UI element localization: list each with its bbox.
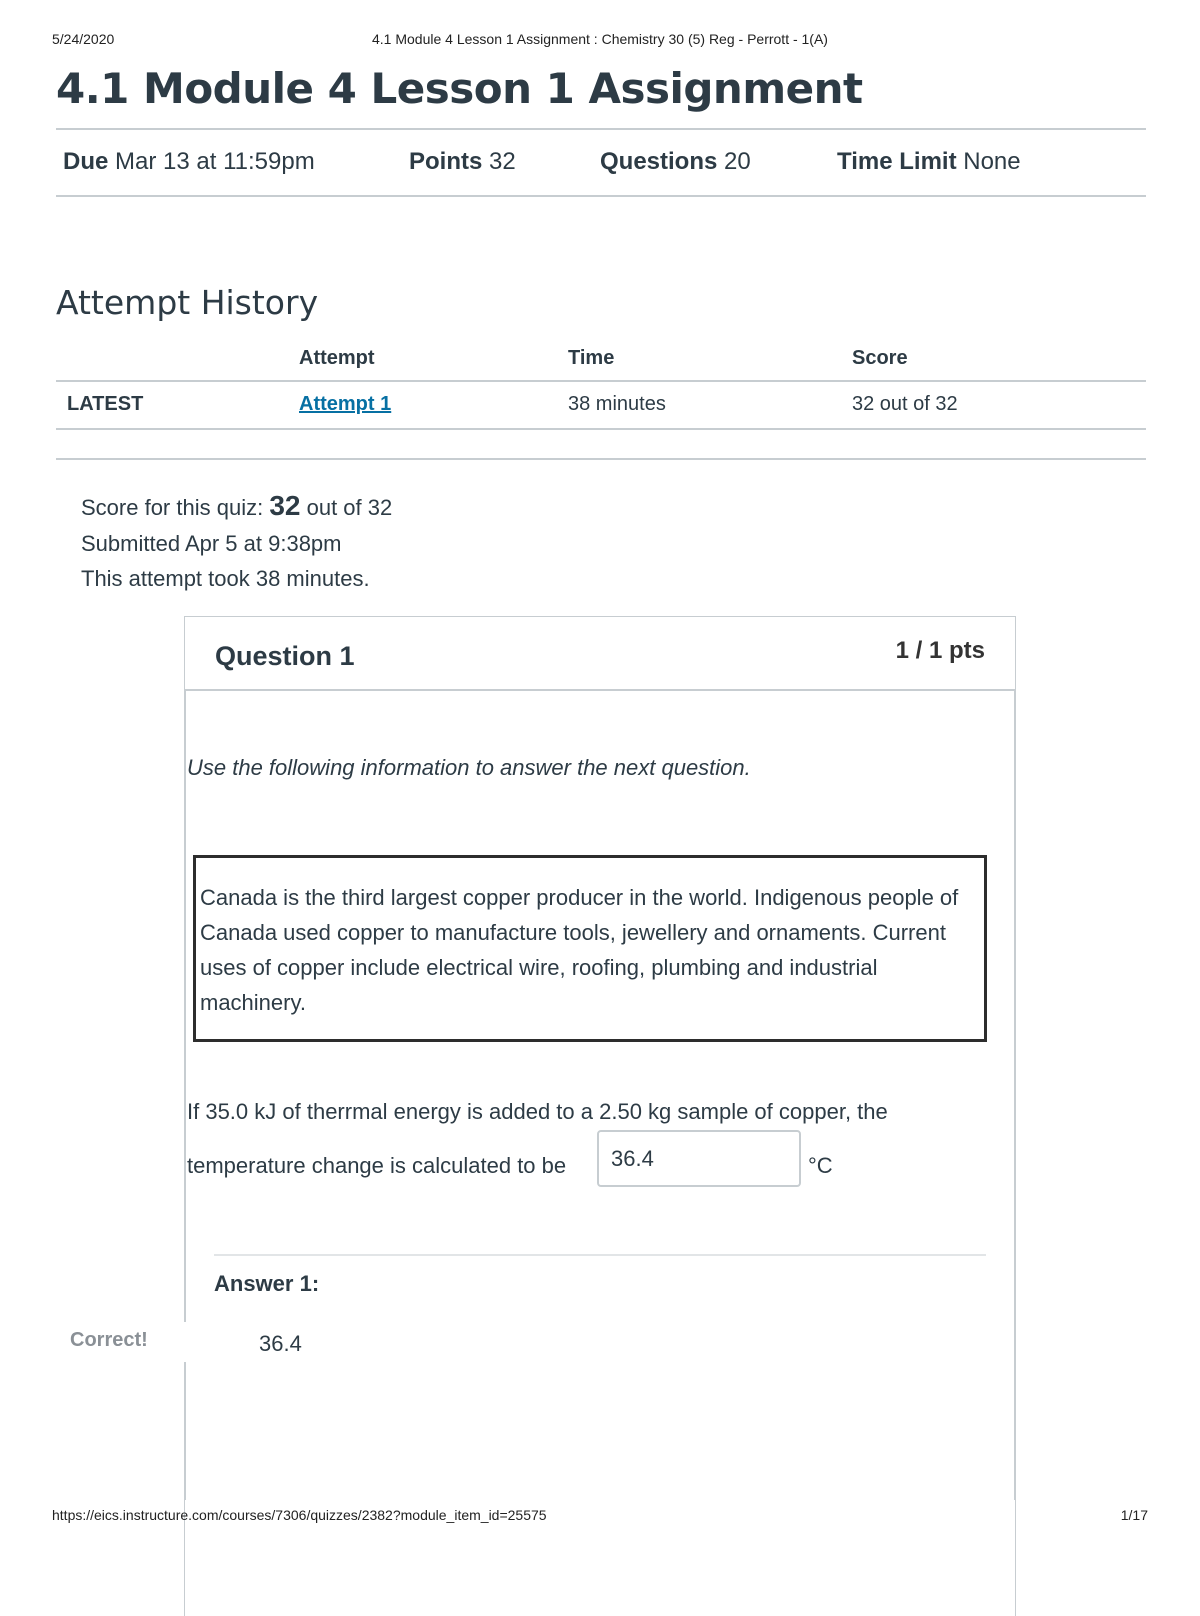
question-header (185, 617, 1015, 691)
correct-indicator: Correct! (70, 1329, 148, 1351)
submitted-time: Submitted Apr 5 at 9:38pm (81, 531, 342, 556)
table-row-divider (56, 428, 1146, 430)
points (409, 148, 516, 176)
attempt-row-label: LATEST (67, 393, 144, 415)
print-page-number: 1/17 (1120, 1507, 1148, 1523)
page-title: 4.1 Module 4 Lesson 1 Assignment (56, 64, 863, 113)
attempt-1-link[interactable]: Attempt 1 (299, 393, 392, 415)
points-value: 32 (489, 148, 516, 175)
questions-value: 20 (724, 148, 751, 175)
question-points: 1 / 1 pts (895, 637, 985, 664)
score-prefix: Score for this quiz: (81, 495, 264, 520)
column-header-score: Score (852, 347, 908, 369)
info-box: Canada is the third largest copper producer in the world. Indigenous people of Canada used copper to manufacture tools, jewellery and ornaments. Current uses of copper include electrical wire, roofing, plumbing and industrial machinery. (193, 855, 987, 1042)
table-header-divider (56, 380, 1146, 382)
time-limit-label: Time Limit (837, 148, 957, 175)
answer-divider (214, 1254, 986, 1256)
question-text-line-2: temperature change is calculated to be (187, 1153, 567, 1178)
meta-divider (56, 195, 1146, 197)
correct-indicator-gap (150, 1322, 190, 1362)
answer-unit: °C (808, 1153, 833, 1178)
time-limit-value: None (963, 148, 1021, 175)
quiz-score (81, 490, 392, 522)
question-card-right-border (1014, 690, 1016, 1500)
attempt-time: 38 minutes (568, 393, 666, 415)
time-limit (837, 148, 1021, 176)
correct-answer-value: 36.4 (259, 1331, 302, 1356)
question-card-left-border (184, 690, 186, 1500)
column-header-attempt: Attempt (299, 347, 375, 369)
answer-input[interactable]: 36.4 (597, 1130, 801, 1187)
due-value: Mar 13 at 11:59pm (115, 148, 315, 175)
questions-count (600, 148, 751, 176)
score-suffix: out of 32 (306, 495, 393, 520)
due-label: Due (63, 148, 109, 175)
title-divider (56, 128, 1146, 130)
section-divider (56, 458, 1146, 460)
attempt-duration: This attempt took 38 minutes. (81, 566, 370, 591)
question-intro: Use the following information to answer the next question. (187, 755, 751, 780)
print-date: 5/24/2020 (52, 31, 115, 47)
print-url: https://eics.instructure.com/courses/7306/quizzes/2382?module_item_id=25575 (52, 1507, 547, 1523)
question-text-line-1: If 35.0 kJ of therrmal energy is added to a 2.50 kg sample of copper, the (187, 1099, 888, 1124)
answer-label: Answer 1: (214, 1271, 320, 1296)
points-label: Points (409, 148, 483, 175)
attempt-score: 32 out of 32 (852, 393, 958, 415)
questions-label: Questions (600, 148, 718, 175)
print-page-title: 4.1 Module 4 Lesson 1 Assignment : Chemistry 30 (5) Reg - Perrott - 1(A) (372, 31, 828, 47)
question-title: Question 1 (215, 641, 355, 671)
score-value: 32 (269, 490, 301, 521)
due-date (63, 148, 315, 176)
column-header-time: Time (568, 347, 615, 369)
attempt-history-heading: Attempt History (56, 283, 319, 322)
